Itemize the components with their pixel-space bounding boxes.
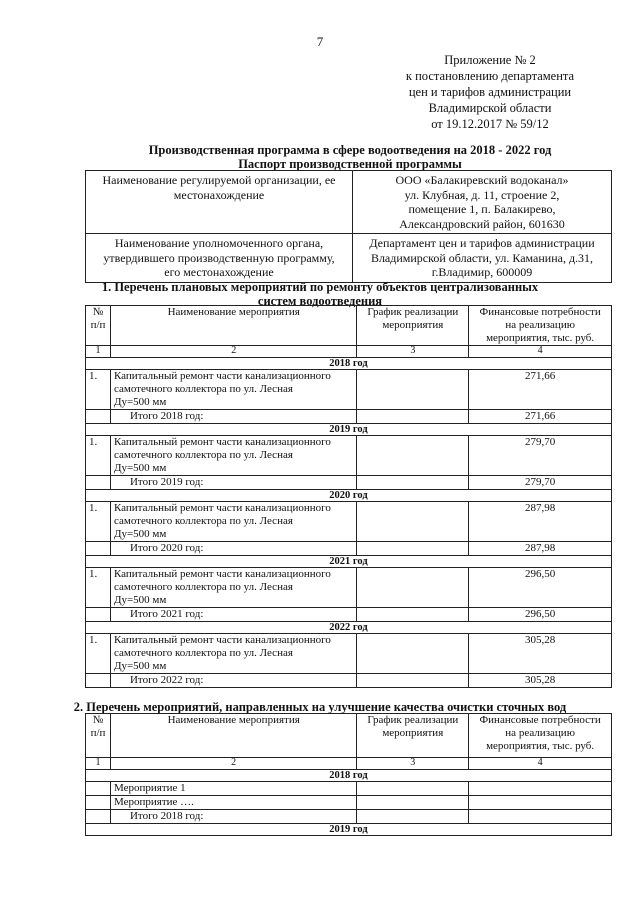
col-index: 3 (357, 346, 469, 358)
empty-cell (86, 796, 111, 810)
appendix-line: цен и тарифов администрации (408, 85, 572, 99)
empty-cell (469, 796, 612, 810)
empty-cell (357, 476, 469, 490)
empty-cell (86, 810, 111, 824)
year-total-label: Итого 2018 год: (110, 410, 356, 424)
col-index: 4 (469, 758, 612, 770)
empty-cell (357, 542, 469, 556)
appendix-line: Приложение № 2 (444, 53, 536, 67)
year-total-value: 287,98 (469, 542, 612, 556)
empty-cell (357, 810, 469, 824)
col-index: 2 (110, 758, 356, 770)
year-total-value: 279,70 (469, 476, 612, 490)
measure-name: Капитальный ремонт части канализационного самотечного коллектора по ул. Лесная Ду=500 мм (110, 634, 356, 674)
year-total-label: Итого 2019 год: (110, 476, 356, 490)
passport-table (85, 170, 612, 283)
col-index: 2 (110, 346, 356, 358)
section2-title: 2. Перечень мероприятий, направленных на улучшение качества очистки сточных вод (73, 700, 567, 714)
year-header: 2018 год (86, 358, 612, 370)
measure-name: Капитальный ремонт части канализационного самотечного коллектора по ул. Лесная Ду=500 мм (110, 370, 356, 410)
measure-name: Мероприятие 1 (110, 782, 356, 796)
empty-cell (86, 674, 111, 688)
col-index: 4 (469, 346, 612, 358)
empty-cell (469, 782, 612, 796)
passport-authority-value: Департамент цен и тарифов администрации Владимирской области, ул. Каманина, д.31, г.Владимир, 600009 (353, 234, 612, 283)
measure-cost: 296,50 (469, 568, 612, 608)
page-number: 7 (316, 34, 324, 49)
row-number: 1. (86, 568, 111, 608)
year-total-label: Итого 2021 год: (110, 608, 356, 622)
measure-schedule (357, 568, 469, 608)
section2-table (85, 713, 612, 836)
year-header: 2019 год (86, 424, 612, 436)
section1-title-cont: систем водоотведения (257, 294, 383, 308)
measure-schedule (357, 502, 469, 542)
empty-cell (86, 476, 111, 490)
measure-cost: 305,28 (469, 634, 612, 674)
section1-title: 1. Перечень плановых мероприятий по ремонту объектов централизованных (101, 280, 539, 294)
row-number: 1. (86, 370, 111, 410)
empty-cell (357, 674, 469, 688)
year-header: 2021 год (86, 556, 612, 568)
col-name-header: Наименование мероприятия (110, 714, 356, 758)
year-total-label: Итого 2018 год: (110, 810, 356, 824)
passport-authority-label: Наименование уполномоченного органа, утвердившего производственную программу, его местонахождение (86, 234, 353, 283)
year-total-value: 271,66 (469, 410, 612, 424)
measure-name: Капитальный ремонт части канализационного самотечного коллектора по ул. Лесная Ду=500 мм (110, 436, 356, 476)
year-header: 2022 год (86, 622, 612, 634)
measure-name: Мероприятие …. (110, 796, 356, 810)
year-header: 2020 год (86, 490, 612, 502)
measure-cost: 287,98 (469, 502, 612, 542)
appendix-line: к постановлению департамента (405, 69, 575, 83)
row-number: 1. (86, 502, 111, 542)
appendix-block (370, 52, 610, 132)
year-total-label: Итого 2022 год: (110, 674, 356, 688)
empty-cell (86, 410, 111, 424)
col-finance-header: Финансовые потребности на реализацию мероприятия, тыс. руб. (469, 714, 612, 758)
empty-cell (86, 782, 111, 796)
empty-cell (357, 608, 469, 622)
passport-org-label: Наименование регулируемой организации, ее местонахождение (86, 171, 353, 234)
measure-name: Капитальный ремонт части канализационного самотечного коллектора по ул. Лесная Ду=500 мм (110, 568, 356, 608)
col-finance-header: Финансовые потребности на реализацию мероприятия, тыс. руб. (469, 306, 612, 346)
section1-table (85, 305, 612, 688)
measure-cost: 271,66 (469, 370, 612, 410)
col-num-header: № п/п (86, 714, 111, 758)
row-number: 1. (86, 634, 111, 674)
measure-schedule (357, 634, 469, 674)
col-num-header: № п/п (86, 306, 111, 346)
measure-cost: 279,70 (469, 436, 612, 476)
passport-org-value: ООО «Балакиревский водоканал» ул. Клубная, д. 11, строение 2, помещение 1, п. Балакирево, Александровский район, 601630 (353, 171, 612, 234)
empty-cell (469, 810, 612, 824)
empty-cell (357, 410, 469, 424)
year-total-value: 305,28 (469, 674, 612, 688)
document-title: Производственная программа в сфере водоотведения на 2018 - 2022 год (148, 143, 552, 157)
empty-cell (357, 782, 469, 796)
measure-name: Капитальный ремонт части канализационного самотечного коллектора по ул. Лесная Ду=500 мм (110, 502, 356, 542)
measure-schedule (357, 370, 469, 410)
empty-cell (357, 796, 469, 810)
col-index: 1 (86, 758, 111, 770)
appendix-line: Владимирской области (428, 101, 552, 115)
row-number: 1. (86, 436, 111, 476)
year-header: 2019 год (86, 824, 612, 836)
year-total-label: Итого 2020 год: (110, 542, 356, 556)
col-schedule-header: График реализации мероприятия (357, 306, 469, 346)
year-header: 2018 год (86, 770, 612, 782)
year-total-value: 296,50 (469, 608, 612, 622)
appendix-line: от 19.12.2017 № 59/12 (431, 117, 549, 131)
col-index: 1 (86, 346, 111, 358)
measure-schedule (357, 436, 469, 476)
empty-cell (86, 608, 111, 622)
passport-title: Паспорт производственной программы (238, 157, 462, 171)
col-schedule-header: График реализации мероприятия (357, 714, 469, 758)
col-name-header: Наименование мероприятия (110, 306, 356, 346)
col-index: 3 (357, 758, 469, 770)
empty-cell (86, 542, 111, 556)
